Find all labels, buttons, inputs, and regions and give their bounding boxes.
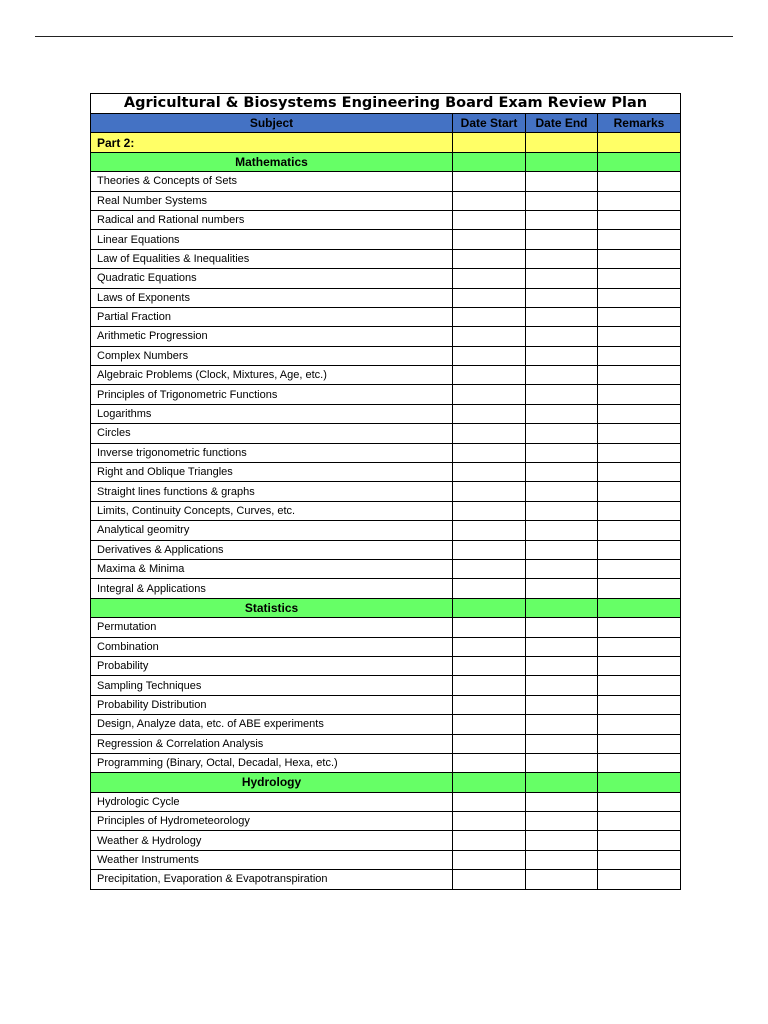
date-start-cell[interactable]: [453, 307, 526, 326]
date-end-cell[interactable]: [526, 385, 598, 404]
table-row: [91, 521, 681, 540]
subject-cell: Precipitation, Evaporation & Evapotranspiration: [91, 870, 453, 889]
subject-cell: Programming (Binary, Octal, Decadal, Hexa, etc.): [91, 753, 453, 772]
date-end-cell[interactable]: [526, 870, 598, 889]
remarks-cell[interactable]: [598, 210, 681, 229]
date-end-cell[interactable]: [526, 676, 598, 695]
table-row: [91, 540, 681, 559]
date-end-cell[interactable]: [526, 152, 598, 171]
date-start-cell[interactable]: [453, 676, 526, 695]
remarks-cell[interactable]: [598, 812, 681, 831]
remarks-cell[interactable]: [598, 792, 681, 811]
remarks-cell[interactable]: [598, 366, 681, 385]
remarks-cell[interactable]: [598, 288, 681, 307]
remarks-cell[interactable]: [598, 850, 681, 869]
subject-cell: Inverse trigonometric functions: [91, 443, 453, 462]
date-end-cell[interactable]: [526, 773, 598, 792]
date-end-cell[interactable]: [526, 443, 598, 462]
date-start-cell[interactable]: [453, 443, 526, 462]
table-row: [91, 307, 681, 326]
date-end-cell[interactable]: [526, 210, 598, 229]
table-row: [91, 812, 681, 831]
table-row: [91, 482, 681, 501]
date-start-cell[interactable]: [453, 695, 526, 714]
remarks-cell[interactable]: [598, 753, 681, 772]
subject-cell: Probability: [91, 656, 453, 675]
top-rule: [35, 36, 733, 37]
date-end-cell[interactable]: [526, 715, 598, 734]
part-row: [91, 133, 681, 152]
remarks-cell[interactable]: [598, 443, 681, 462]
table-row: [91, 579, 681, 598]
table-row: [91, 715, 681, 734]
date-start-cell[interactable]: [453, 404, 526, 423]
date-start-cell[interactable]: [453, 172, 526, 191]
date-start-cell[interactable]: [453, 191, 526, 210]
table-row: [91, 230, 681, 249]
col-header-date-end: Date End: [526, 114, 598, 133]
remarks-cell[interactable]: [598, 191, 681, 210]
subject-cell: Combination: [91, 637, 453, 656]
date-end-cell[interactable]: [526, 656, 598, 675]
date-end-cell[interactable]: [526, 463, 598, 482]
subject-cell: Design, Analyze data, etc. of ABE experiments: [91, 715, 453, 734]
table-row: [91, 792, 681, 811]
date-start-cell[interactable]: [453, 501, 526, 520]
date-start-cell[interactable]: [453, 618, 526, 637]
table-row: [91, 618, 681, 637]
subject-cell: Quadratic Equations: [91, 269, 453, 288]
remarks-cell[interactable]: [598, 307, 681, 326]
date-end-cell[interactable]: [526, 792, 598, 811]
table-row: [91, 753, 681, 772]
remarks-cell[interactable]: [598, 463, 681, 482]
col-header-date-start: Date Start: [453, 114, 526, 133]
section-row-hydrology: [91, 773, 681, 792]
subject-cell: Permutation: [91, 618, 453, 637]
remarks-cell[interactable]: [598, 346, 681, 365]
date-end-cell[interactable]: [526, 850, 598, 869]
date-end-cell[interactable]: [526, 695, 598, 714]
subject-cell: Algebraic Problems (Clock, Mixtures, Age, etc.): [91, 366, 453, 385]
table-row: [91, 559, 681, 578]
subject-cell: Law of Equalities & Inequalities: [91, 249, 453, 268]
table-row: [91, 288, 681, 307]
table-row: [91, 656, 681, 675]
subject-cell: Partial Fraction: [91, 307, 453, 326]
table-row: [91, 327, 681, 346]
date-start-cell[interactable]: [453, 346, 526, 365]
table-row: [91, 191, 681, 210]
subject-cell: Laws of Exponents: [91, 288, 453, 307]
date-start-cell[interactable]: [453, 482, 526, 501]
remarks-cell[interactable]: [598, 637, 681, 656]
date-start-cell[interactable]: [453, 850, 526, 869]
date-start-cell[interactable]: [453, 598, 526, 617]
header-row: [91, 114, 681, 133]
subject-cell: Weather & Hydrology: [91, 831, 453, 850]
remarks-cell[interactable]: [598, 249, 681, 268]
subject-cell: Real Number Systems: [91, 191, 453, 210]
remarks-cell[interactable]: [598, 559, 681, 578]
table-row: [91, 346, 681, 365]
date-end-cell[interactable]: [526, 559, 598, 578]
date-start-cell[interactable]: [453, 133, 526, 152]
remarks-cell[interactable]: [598, 773, 681, 792]
date-end-cell[interactable]: [526, 753, 598, 772]
subject-cell: Regression & Correlation Analysis: [91, 734, 453, 753]
remarks-cell[interactable]: [598, 521, 681, 540]
subject-cell: Sampling Techniques: [91, 676, 453, 695]
date-end-cell[interactable]: [526, 230, 598, 249]
section-row-mathematics: [91, 152, 681, 171]
table-row: [91, 249, 681, 268]
date-start-cell[interactable]: [453, 288, 526, 307]
date-end-cell[interactable]: [526, 249, 598, 268]
section-row-statistics: [91, 598, 681, 617]
plan-title: Agricultural & Biosystems Engineering Board Exam Review Plan: [91, 94, 681, 114]
date-start-cell[interactable]: [453, 424, 526, 443]
subject-cell: Theories & Concepts of Sets: [91, 172, 453, 191]
remarks-cell[interactable]: [598, 269, 681, 288]
table-row: [91, 734, 681, 753]
date-end-cell[interactable]: [526, 501, 598, 520]
subject-cell: Integral & Applications: [91, 579, 453, 598]
remarks-cell[interactable]: [598, 404, 681, 423]
remarks-cell[interactable]: [598, 385, 681, 404]
date-start-cell[interactable]: [453, 385, 526, 404]
date-start-cell[interactable]: [453, 249, 526, 268]
table-row: [91, 404, 681, 423]
date-start-cell[interactable]: [453, 327, 526, 346]
date-end-cell[interactable]: [526, 521, 598, 540]
remarks-cell[interactable]: [598, 870, 681, 889]
remarks-cell[interactable]: [598, 501, 681, 520]
date-end-cell[interactable]: [526, 133, 598, 152]
date-end-cell[interactable]: [526, 346, 598, 365]
date-start-cell[interactable]: [453, 269, 526, 288]
remarks-cell[interactable]: [598, 695, 681, 714]
date-start-cell[interactable]: [453, 152, 526, 171]
col-header-subject: Subject: [91, 114, 453, 133]
table-row: [91, 385, 681, 404]
table-row: [91, 366, 681, 385]
table-row: [91, 172, 681, 191]
remarks-cell[interactable]: [598, 734, 681, 753]
date-start-cell[interactable]: [453, 715, 526, 734]
remarks-cell[interactable]: [598, 133, 681, 152]
subject-cell: Radical and Rational numbers: [91, 210, 453, 229]
date-end-cell[interactable]: [526, 812, 598, 831]
date-start-cell[interactable]: [453, 792, 526, 811]
subject-cell: Principles of Hydrometeorology: [91, 812, 453, 831]
section-label: Mathematics: [91, 152, 453, 171]
table-row: [91, 831, 681, 850]
subject-cell: Logarithms: [91, 404, 453, 423]
subject-cell: Maxima & Minima: [91, 559, 453, 578]
date-end-cell[interactable]: [526, 288, 598, 307]
date-end-cell[interactable]: [526, 540, 598, 559]
table-row: [91, 695, 681, 714]
remarks-cell[interactable]: [598, 656, 681, 675]
date-end-cell[interactable]: [526, 598, 598, 617]
remarks-cell[interactable]: [598, 152, 681, 171]
date-start-cell[interactable]: [453, 753, 526, 772]
date-start-cell[interactable]: [453, 812, 526, 831]
remarks-cell[interactable]: [598, 172, 681, 191]
remarks-cell[interactable]: [598, 618, 681, 637]
table-row: [91, 870, 681, 889]
date-end-cell[interactable]: [526, 618, 598, 637]
section-label: Statistics: [91, 598, 453, 617]
date-end-cell[interactable]: [526, 366, 598, 385]
table-row: [91, 676, 681, 695]
section-label: Hydrology: [91, 773, 453, 792]
subject-cell: Circles: [91, 424, 453, 443]
review-plan-table: [90, 93, 681, 890]
subject-cell: Probability Distribution: [91, 695, 453, 714]
part-label: Part 2:: [91, 133, 453, 152]
remarks-cell[interactable]: [598, 715, 681, 734]
date-end-cell[interactable]: [526, 482, 598, 501]
remarks-cell[interactable]: [598, 424, 681, 443]
date-start-cell[interactable]: [453, 210, 526, 229]
remarks-cell[interactable]: [598, 598, 681, 617]
date-end-cell[interactable]: [526, 424, 598, 443]
table-row: [91, 850, 681, 869]
plan-body: [91, 133, 681, 889]
date-start-cell[interactable]: [453, 870, 526, 889]
date-start-cell[interactable]: [453, 831, 526, 850]
subject-cell: Arithmetic Progression: [91, 327, 453, 346]
subject-cell: Right and Oblique Triangles: [91, 463, 453, 482]
table-row: [91, 269, 681, 288]
date-start-cell[interactable]: [453, 637, 526, 656]
subject-cell: Principles of Trigonometric Functions: [91, 385, 453, 404]
date-start-cell[interactable]: [453, 463, 526, 482]
date-end-cell[interactable]: [526, 327, 598, 346]
date-end-cell[interactable]: [526, 831, 598, 850]
remarks-cell[interactable]: [598, 327, 681, 346]
date-end-cell[interactable]: [526, 637, 598, 656]
date-start-cell[interactable]: [453, 734, 526, 753]
remarks-cell[interactable]: [598, 579, 681, 598]
subject-cell: Weather Instruments: [91, 850, 453, 869]
date-end-cell[interactable]: [526, 734, 598, 753]
table-row: [91, 463, 681, 482]
remarks-cell[interactable]: [598, 831, 681, 850]
remarks-cell[interactable]: [598, 676, 681, 695]
date-end-cell[interactable]: [526, 404, 598, 423]
table-row: [91, 210, 681, 229]
subject-cell: Analytical geomitry: [91, 521, 453, 540]
date-start-cell[interactable]: [453, 773, 526, 792]
date-start-cell[interactable]: [453, 579, 526, 598]
table-row: [91, 637, 681, 656]
subject-cell: Complex Numbers: [91, 346, 453, 365]
date-end-cell[interactable]: [526, 269, 598, 288]
subject-cell: Linear Equations: [91, 230, 453, 249]
remarks-cell[interactable]: [598, 482, 681, 501]
date-start-cell[interactable]: [453, 521, 526, 540]
date-end-cell[interactable]: [526, 579, 598, 598]
subject-cell: Limits, Continuity Concepts, Curves, etc.: [91, 501, 453, 520]
date-start-cell[interactable]: [453, 366, 526, 385]
subject-cell: Hydrologic Cycle: [91, 792, 453, 811]
date-end-cell[interactable]: [526, 191, 598, 210]
col-header-remarks: Remarks: [598, 114, 681, 133]
date-start-cell[interactable]: [453, 656, 526, 675]
subject-cell: Derivatives & Applications: [91, 540, 453, 559]
table-row: [91, 501, 681, 520]
subject-cell: Straight lines functions & graphs: [91, 482, 453, 501]
date-end-cell[interactable]: [526, 172, 598, 191]
date-start-cell[interactable]: [453, 230, 526, 249]
date-start-cell[interactable]: [453, 540, 526, 559]
table-row: [91, 424, 681, 443]
table-row: [91, 443, 681, 462]
remarks-cell[interactable]: [598, 540, 681, 559]
date-start-cell[interactable]: [453, 559, 526, 578]
remarks-cell[interactable]: [598, 230, 681, 249]
date-end-cell[interactable]: [526, 307, 598, 326]
